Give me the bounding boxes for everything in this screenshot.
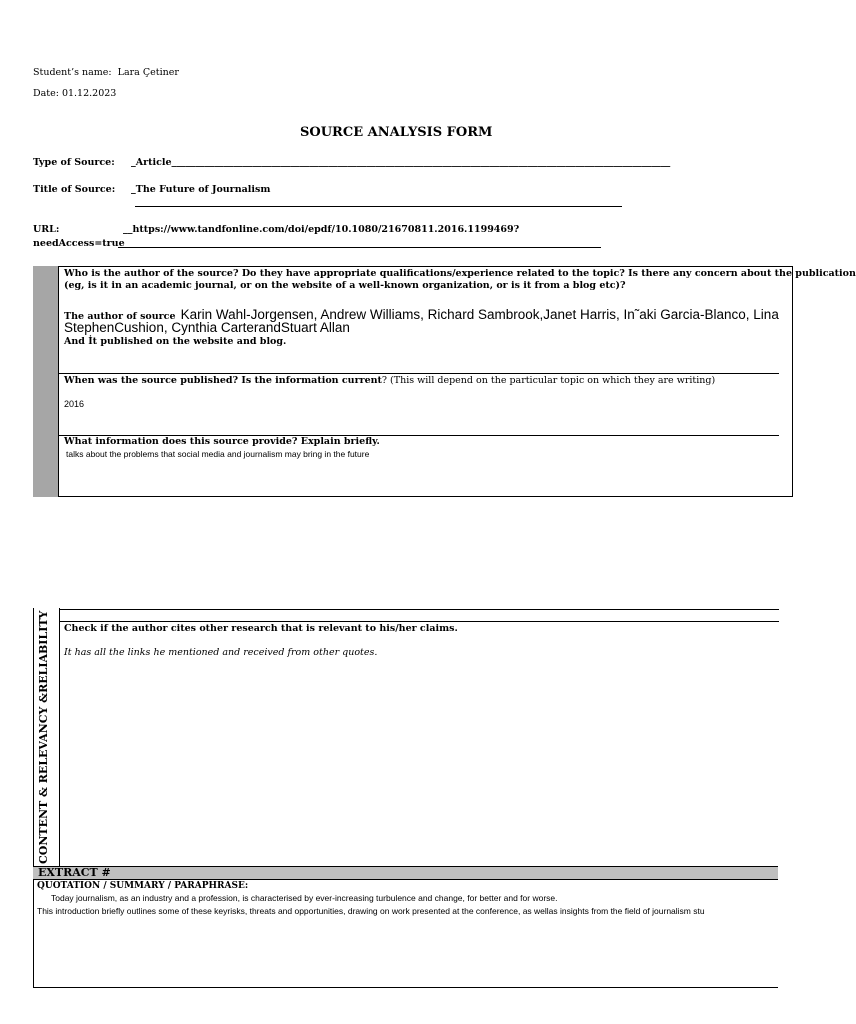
publication-note: And İt published on the website and blog. — [64, 336, 287, 347]
date-value: 01.12.2023 — [61, 88, 117, 99]
title-of-source-value: _The Future of Journalism — [131, 184, 271, 195]
date-question — [64, 375, 715, 386]
author-names: Karin Wahl-Jorgensen, Andrew Williams, Richard Sambrook,Janet Harris, In˜aki Garcia-Blanco, Lina — [180, 307, 779, 322]
citation-answer: It has all the links he mentioned and received from other quotes. — [64, 647, 378, 658]
extract-header-bar — [33, 866, 778, 880]
info-answer: talks about the problems that social media and journalism may bring in the future — [66, 449, 370, 459]
info-question: What information does this source provide? Explain briefly. — [64, 436, 380, 447]
row-divider — [59, 373, 779, 374]
quotation-line-2: This introduction briefly outlines some of these keyrisks, threats and opportunities, drawing on work presented at the conference, as wellas insights from the field of journalism stu — [37, 906, 705, 916]
section2-bottom-border — [33, 987, 778, 988]
author-question: Who is the author of the source? Do they have appropriate qualifications/experience related to the topic? Is there any concern about the publication — [64, 268, 856, 279]
url-continuation: needAccess=true — [33, 238, 125, 249]
author-question-continued: (eg, is it in an academic journal, or on the website of a well-known organization, or is it from a blog etc)? — [64, 280, 626, 291]
type-of-source-value: _Article_________________________________________________________________________________________________________ — [131, 157, 671, 168]
title-underline — [135, 206, 622, 207]
student-name-label: Student’s name: — [33, 67, 112, 78]
quotation-label: QUOTATION / SUMMARY / PARAPHRASE: — [37, 881, 249, 891]
type-of-source-label: Type of Source: — [33, 157, 115, 168]
date-line — [33, 88, 116, 99]
author-answer-label: The author of source — [64, 311, 176, 322]
quotation-line-1: Today journalism, as an industry and a profession, is characterised by ever-increasing turbulence and change, for better and for worse. — [51, 893, 558, 903]
section2-left-border — [33, 608, 34, 988]
url-value: __https://www.tandfonline.com/doi/epdf/10.1080/21670811.2016.1199469? — [123, 224, 520, 235]
date-question-bold: When was the source published? Is the information current — [64, 375, 382, 386]
section2-row-divider — [59, 621, 779, 622]
publication-year: 2016 — [64, 399, 85, 409]
citation-question: Check if the author cites other research that is relevant to his/her claims. — [64, 623, 458, 634]
student-name-line — [33, 67, 179, 78]
date-question-rest: ? (This will depend on the particular topic on which they are writing) — [381, 375, 716, 386]
url-underline — [118, 247, 601, 248]
date-label: Date: — [33, 88, 59, 99]
author-names-continued: StephenCushion, Cynthia CarterandStuart Allan — [64, 320, 350, 335]
url-label: URL: — [33, 224, 60, 235]
content-relevancy-reliability-label: CONTENT & RELEVANCY &RELIABILITY — [37, 610, 50, 864]
form-title: SOURCE ANALYSIS FORM — [300, 125, 493, 140]
source-info-side-bar — [33, 266, 59, 497]
extract-label: EXTRACT # — [38, 866, 111, 879]
student-name-value: Lara Çetiner — [117, 67, 179, 78]
title-of-source-label: Title of Source: — [33, 184, 116, 195]
section2-label-divider — [59, 608, 60, 866]
section2-top-border — [59, 609, 779, 610]
